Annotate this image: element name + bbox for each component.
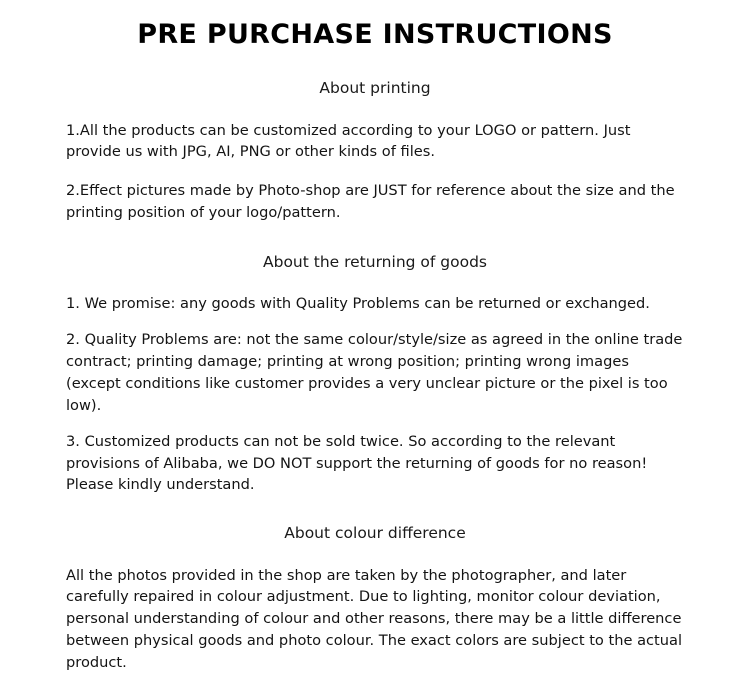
paragraph-returning-2: 2. Quality Problems are: not the same colour/style/size as agreed in the online trade contract; printing damage; printing at wrong position; printing wrong images (except conditions like customer provides a very unclear picture or the pixel is too low). [66, 331, 683, 414]
section-heading-returning: About the returning of goods [263, 253, 487, 272]
paragraph-returning-1: 1. We promise: any goods with Quality Problems can be returned or exchanged. [66, 295, 650, 313]
paragraph-printing-2: 2.Effect pictures made by Photo-shop are JUST for reference about the size and the printing position of your logo/pattern. [66, 182, 675, 222]
section-heading-colour-difference: About colour difference [284, 524, 466, 543]
section-heading-printing: About printing [319, 79, 431, 98]
paragraph-colour-difference-1: All the photos provided in the shop are taken by the photographer, and later carefully repaired in colour adjustment. Due to lighting, monitor colour deviation, personal understanding of colour and other reasons, there may be a little difference between physical goods and photo colour. The exact colors are subject to the actual product. [66, 566, 683, 672]
paragraph-printing-1: 1.All the products can be customized according to your LOGO or pattern. Just provide us with JPG, AI, PNG or other kinds of files. [66, 121, 631, 161]
paragraph-returning-3: 3. Customized products can not be sold twice. So according to the relevant provisions of Alibaba, we DO NOT support the returning of goods for no reason! Please kindly understand. [66, 432, 648, 494]
page-title: PRE PURCHASE INSTRUCTIONS [137, 19, 613, 50]
